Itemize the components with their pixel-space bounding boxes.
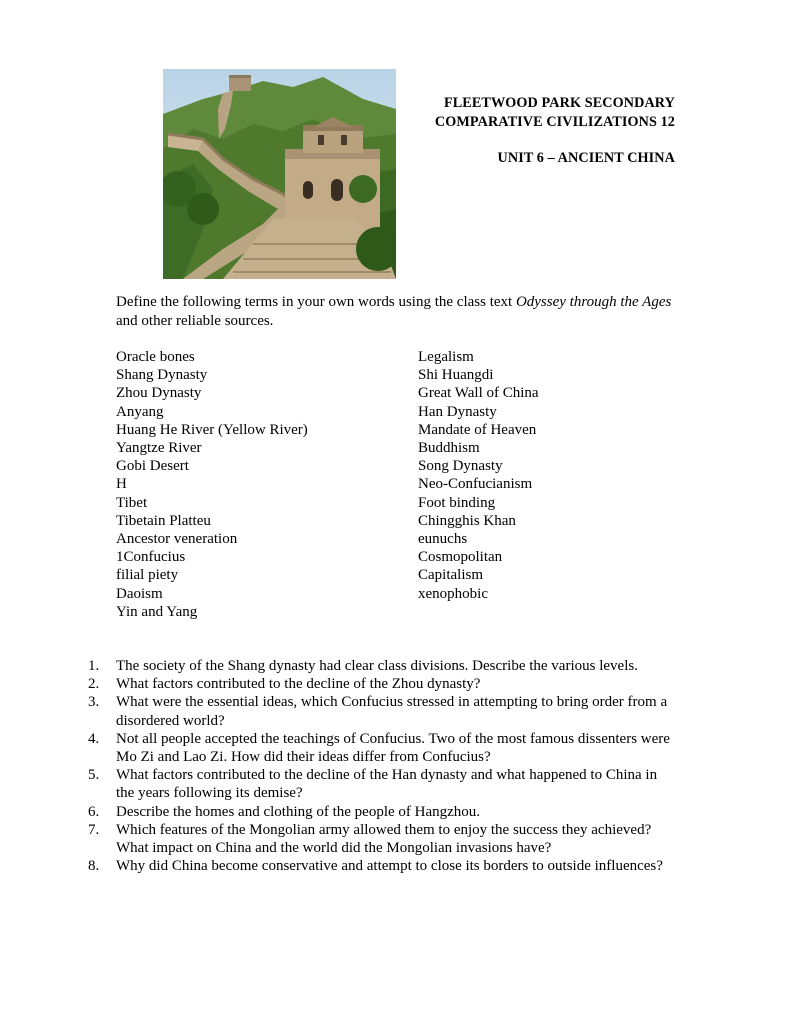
question-number: 5. xyxy=(88,767,100,784)
term-item: Daoism xyxy=(116,585,163,602)
terms-list-left xyxy=(116,348,308,621)
question-text: The society of the Shang dynasty had clear class divisions. Describe the various levels. xyxy=(116,658,638,674)
term-item: Song Dynasty xyxy=(418,458,503,475)
term-item: Yangtze River xyxy=(116,440,202,457)
question-text: What factors contributed to the decline of the Zhou dynasty? xyxy=(116,676,481,693)
unit-title: UNIT 6 – ANCIENT CHINA xyxy=(497,150,675,166)
question-number: 6. xyxy=(88,803,100,820)
question-text: Why did China become conservative and attempt to close its borders to outside influences? xyxy=(116,858,663,875)
term-item: Foot binding xyxy=(418,494,496,511)
instructions-text-end: and other reliable sources. xyxy=(116,312,274,329)
question-number: 7. xyxy=(88,821,100,838)
question-text: Which features of the Mongolian army allowed them to enjoy the success they achieved? What impact on China and the world did the Mongolian invasions have? xyxy=(116,821,652,857)
term-item: H xyxy=(116,476,127,493)
question-item xyxy=(88,657,678,675)
question-item xyxy=(88,730,678,766)
term-item: xenophobic xyxy=(418,585,488,602)
term-item: Cosmopolitan xyxy=(418,549,503,566)
question-item xyxy=(88,693,678,729)
term-item: Ancestor veneration xyxy=(116,531,238,548)
term-item: Huang He River (Yellow River) xyxy=(116,421,308,438)
document-header xyxy=(435,94,675,168)
term-item: Yin and Yang xyxy=(116,603,198,620)
term-item: Shi Huangdi xyxy=(418,367,494,384)
term-item: Han Dynasty xyxy=(418,403,497,420)
term-item: Shang Dynasty xyxy=(116,367,208,384)
term-item: Oracle bones xyxy=(116,349,195,365)
question-text: Describe the homes and clothing of the people of Hangzhou. xyxy=(116,803,481,820)
question-text: Not all people accepted the teachings of Confucius. Two of the most famous dissenters were Mo Zi and Lao Zi. How did their ideas differ from Confucius? xyxy=(116,730,670,766)
question-item xyxy=(88,766,678,802)
term-item: Gobi Desert xyxy=(116,458,189,475)
question-item xyxy=(88,675,678,693)
term-item: Tibet xyxy=(116,494,148,511)
question-number: 3. xyxy=(88,694,100,711)
question-item xyxy=(88,857,678,875)
great-wall-photo xyxy=(163,69,396,279)
instructions-text: Define the following terms in your own words using the class text xyxy=(116,294,516,310)
question-number: 1. xyxy=(88,658,100,674)
question-text: What factors contributed to the decline of the Han dynasty and what happened to China in the years following its demise? xyxy=(116,767,658,802)
question-number: 8. xyxy=(88,858,100,875)
term-item: eunuchs xyxy=(418,531,468,548)
question-number: 2. xyxy=(88,676,100,693)
textbook-title: Odyssey through the Ages xyxy=(515,294,672,310)
term-item: Great Wall of China xyxy=(418,385,539,402)
question-text: What were the essential ideas, which Confucius stressed in attempting to bring order from a disordered world? xyxy=(116,694,668,729)
term-item: Zhou Dynasty xyxy=(116,385,202,402)
terms-list-right xyxy=(418,348,539,603)
term-item: Legalism xyxy=(418,349,474,365)
term-item: filial piety xyxy=(116,567,179,584)
term-item: Buddhism xyxy=(418,440,480,457)
question-item xyxy=(88,803,678,821)
term-item: Chingghis Khan xyxy=(418,512,516,529)
term-item: Mandate of Heaven xyxy=(418,421,537,438)
question-item xyxy=(88,821,678,857)
school-name: FLEETWOOD PARK SECONDARY xyxy=(443,95,675,111)
term-item: Neo-Confucianism xyxy=(418,476,533,493)
question-number: 4. xyxy=(88,730,100,747)
term-item: Tibetain Platteu xyxy=(116,512,211,529)
instructions xyxy=(116,293,676,330)
term-item: Capitalism xyxy=(418,567,483,584)
questions-list xyxy=(88,657,678,875)
term-item: Anyang xyxy=(116,403,164,420)
course-name: COMPARATIVE CIVILIZATIONS 12 xyxy=(434,114,675,130)
term-item: 1Confucius xyxy=(116,549,186,566)
